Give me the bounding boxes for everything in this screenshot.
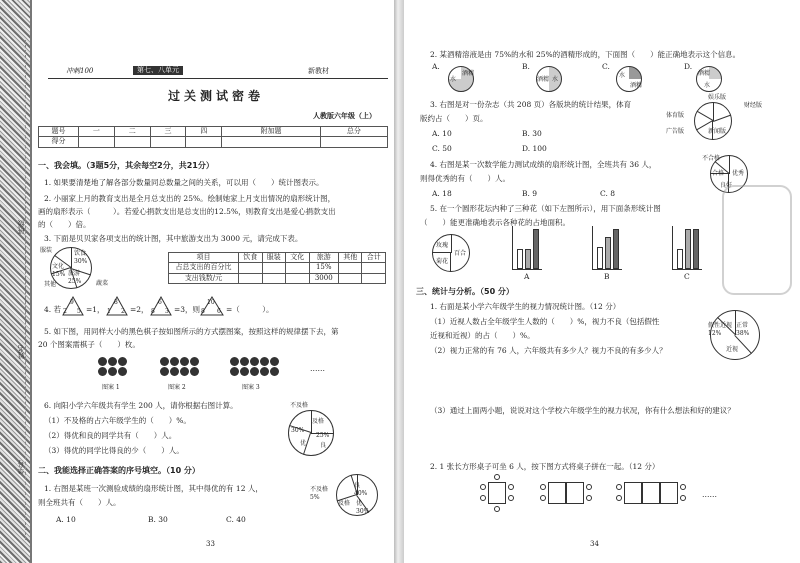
question-r5-line2: （ ）能更准确地表示各种花的占地面积。 [420,218,570,227]
expense-head: 饮食 [239,253,263,263]
triangle-num: 6 [217,308,221,315]
side-label-class: 班级 [17,220,25,234]
option-c[interactable]: C. 8 [600,189,616,198]
unit-badge: 第七、八单元 [133,66,183,75]
option-a[interactable]: A. 18 [432,189,452,198]
page-title: 过关测试密卷 [168,89,265,103]
expense-head: 其他 [338,253,362,263]
triangle-num: 10 [207,299,215,306]
option-b[interactable]: B. 30 [522,129,542,138]
brand-label: 冲刺100 [66,67,94,75]
triangle-num: 8 [114,299,118,306]
question-s3-2: 2. 1 张长方形桌子可坐 6 人，按下图方式将桌子拼在一起。（12 分） [430,462,660,471]
question-r4-line1: 4. 右图是某一次数学能力测试成绩的扇形统计图，全班共有 36 人， [430,160,657,169]
grade-label: 人教版六年级（上） [313,111,376,120]
expense-cell[interactable] [239,273,263,283]
expense-row [169,273,386,283]
pie-label: 广告版 [666,128,685,135]
question-4-answer: =（ ）。 [226,305,274,314]
triangle-num: 2 [121,308,125,315]
pie-label: 良 [320,442,327,449]
page-number: 34 [590,540,599,548]
expense-cell[interactable] [362,263,386,273]
pie-label: 正常 38% [736,322,750,338]
bar-label[interactable]: B [604,272,610,281]
pie-label: 服装 [40,247,53,254]
pie-label: 娱乐版 [708,94,727,101]
question-4-eq3: =3，则 [174,305,201,314]
score-head: 题号 [39,127,79,137]
side-label-id: 学号 [17,460,25,474]
question-r5-line1: 5. 在一个圆形花坛内种了三种花（如下左图所示），用下面条形统计图 [430,204,661,213]
expense-cell[interactable] [262,273,286,283]
score-head: 二 [114,127,150,137]
pie-label: 近视 [726,346,739,353]
question-4-prefix: 4. 若 [44,305,62,314]
page-left [38,0,388,563]
watermark-stamp [722,185,792,295]
table-arrangement-2 [542,478,592,508]
question-s3-1-1b: 近视和近视）的占（ ）%。 [430,331,535,340]
expense-cell[interactable] [338,263,362,273]
option-b[interactable]: B. 9 [522,189,538,198]
score-table [38,126,388,148]
question-7-line1: 1. 右图是某班一次测验成绩的扇形统计图，其中得优的有 12 人， [44,484,263,493]
option-b[interactable]: B. 30 [148,515,168,524]
pie-label: 菊花 [436,258,449,265]
expense-cell: 15% [309,263,338,273]
expense-cell: 占总支出的百分比 [169,263,239,273]
table-arrangement-1 [482,478,512,508]
expense-table [168,252,386,284]
book-gutter [394,0,404,563]
score-head: 四 [186,127,222,137]
expense-cell[interactable] [262,263,286,273]
question-2-line3: 的（ ）倍。 [38,220,91,229]
question-1: 1. 如果要清楚地了解各部分数量同总数量之间的关系，可以用（ ）统计图表示。 [44,178,324,187]
pie-label: 饮食 30% [74,250,88,266]
triangle-num: 8 [151,308,155,315]
score-header-row [39,127,388,137]
score-cell: 得分 [39,137,79,147]
score-cell[interactable] [320,137,387,147]
bar-chart-c [672,226,702,270]
question-s3-1-2: （2）视力正常的有 76 人，六年级共有多少人？视力不良的有多少人？ [430,346,667,355]
option-c[interactable]: C. [602,62,610,71]
expense-head: 项目 [169,253,239,263]
pie-label: 不及格 5% [310,486,329,502]
pie-label: 不合格 [702,155,721,162]
triangle-num: 6 [158,299,162,306]
question-r3-line1: 3. 右图是对一份杂志（共 208 页）各版块的统计结果，体育 [430,100,632,109]
expense-cell: 3000 [309,273,338,283]
pie-label: 30% [291,427,305,434]
header-rule [48,78,388,79]
question-4-eq1: =1， [86,305,105,314]
score-head: 附加题 [222,127,321,137]
page-number: 33 [206,540,215,548]
pie-label: 体育版 [666,112,685,119]
expense-head: 旅游 [309,253,338,263]
pie-label: 水 [552,76,559,83]
pie-label: 合格 [712,170,725,177]
pie-label: 水 [619,72,626,79]
pattern-label: 图案 2 [168,384,186,391]
pie-label: 假性近视 12% [708,322,733,338]
question-r4-line2: 则得优秀的有（ ）人。 [420,174,510,183]
option-c[interactable]: C. 40 [226,515,246,524]
expense-row [169,263,386,273]
pie-label: 其他 [44,281,57,288]
expense-header [169,253,386,263]
pie-label: 酒精 [630,82,643,89]
pie-label: 不及格 [290,402,309,409]
pie-label: 优 30% [356,500,370,516]
score-cell[interactable] [79,137,115,147]
expense-cell: 支出钱数/元 [169,273,239,283]
pie-label: 酒精 [462,70,475,77]
score-cell[interactable] [186,137,222,147]
expense-cell[interactable] [338,273,362,283]
pattern-label: 图案 1 [102,384,120,391]
pie-label: 酒精 [698,70,711,77]
pattern-3 [230,357,290,387]
spine-edge [30,0,32,563]
pie-label: 财经版 [744,102,763,109]
table-arrangement-3 [618,478,688,508]
pattern-1 [98,357,128,387]
edition-label: 新教材 [308,67,329,75]
question-s3-1-3: （3）通过上面两小题，说说对这个学校六年级学生的视力状况，你有什么想法和好的建议？ [430,406,735,415]
triangle-num: 9 [70,299,74,306]
pie-label: 酒精 [537,76,550,83]
pie-label: 旅游 25% [68,270,82,286]
question-6-2: （2）得优和良的同学共有（ ）人。 [44,431,177,440]
question-r2: 2. 某酒精溶液是由 75%的水和 25%的酒精形成的，下面图（ ）能正确地表示这个信息。 [430,50,741,59]
pattern-label: 图案 3 [242,384,260,391]
pie-label: 良 40% [354,482,368,498]
pie-label: 蔬菜 [96,280,109,287]
section-1-title: 一、我会填。（3题5分，其余每空2分，共21分） [38,161,214,170]
question-5-line2: 20 个图案需棋子（ ）枚。 [38,340,140,349]
expense-cell[interactable] [286,273,310,283]
question-6: 6. 向阳小学六年级共有学生 200 人，请你根据右图计算。 [44,401,238,410]
side-label-name: 姓名 [17,345,25,359]
expense-cell[interactable] [362,273,386,283]
pie-label: 及格 [338,500,351,507]
score-head: 一 [79,127,115,137]
question-s3-1: 1. 右面是某小学六年级学生的视力情况统计图。（12 分） [430,302,621,311]
option-c[interactable]: C. 50 [432,144,452,153]
question-4-eq2: =2， [130,305,149,314]
question-7-line2: 则全班共有（ ）人。 [38,498,121,507]
question-s3-1-1a: （1）近视人数占全年级学生人数的（ ）%，视力不良（包括假性 [430,317,660,326]
bar-chart-b [592,226,622,270]
pie-label: 良好 [720,182,733,189]
bar-chart-a [512,226,542,270]
tables-ellipsis: …… [702,490,717,499]
pie-label: 玫瑰 [436,242,449,249]
question-r3-line2: 版约占（ ）页。 [420,114,488,123]
question-2-line1: 2. 小丽家上月的教育支出是全月总支出的 25%。绘制她家上月支出情况的扇形统计图， [44,194,336,203]
question-6-1: （1）不及格的占六年级学生的（ ）%。 [44,416,191,425]
score-head: 三 [150,127,186,137]
pie-label: 25% [316,432,330,439]
triangle-num: 8 [201,308,205,315]
bar-label[interactable]: A [524,272,530,281]
option-b[interactable]: B. [522,62,530,71]
question-5-line1: 5. 如下图，用同样大小的黑色棋子按如图所示的方式摆图案，按照这样的规律摆下去，第 [44,327,339,336]
expense-head: 合计 [362,253,386,263]
pie-label: 及格 [312,418,325,425]
score-cell[interactable] [222,137,321,147]
option-a[interactable]: A. 10 [432,129,452,138]
score-row [39,137,388,147]
expense-cell[interactable] [239,263,263,273]
question-2-line2: 画的扇形表示（ ）。若爱心捐款支出是总支出的12.5%，则教育支出是爱心捐款支出 [38,207,336,216]
question-3: 3. 下面是贝贝家各项支出的统计图，其中旅游支出为 3000 元，请完成下表。 [44,234,303,243]
pie-label: 新闻版 [708,128,727,135]
expense-head: 服装 [262,253,286,263]
option-a[interactable]: A. 10 [56,515,76,524]
section-2-title: 二、我能选择正确答案的序号填空。（10 分） [38,466,200,475]
triangle-num: 1 [107,308,111,315]
bar-label[interactable]: C [684,272,690,281]
pattern-2 [160,357,200,387]
pattern-ellipsis: …… [310,364,325,373]
pie-label: 百合 [454,250,467,257]
score-cell[interactable] [114,137,150,147]
pie-label: 文化 15% [52,263,66,279]
pie-label: 优 [300,440,307,447]
option-a[interactable]: A. [432,62,440,71]
score-cell[interactable] [150,137,186,147]
triangle-num: 3 [165,308,169,315]
section-3-title: 三、统计与分析。（50 分） [416,287,514,296]
pie-label: 水 [704,82,711,89]
pie-label: 优秀 [732,170,745,177]
expense-head: 文化 [286,253,310,263]
option-d[interactable]: D. 100 [522,144,547,153]
option-d[interactable]: D. [684,62,693,71]
question-6-3: （3）得优的同学比得良的少（ ）人。 [44,446,184,455]
expense-cell[interactable] [286,263,310,273]
pie-label: 水 [450,76,457,83]
score-head: 总分 [320,127,387,137]
triangle-num: 2 [63,308,67,315]
triangle-num: 5 [77,308,81,315]
